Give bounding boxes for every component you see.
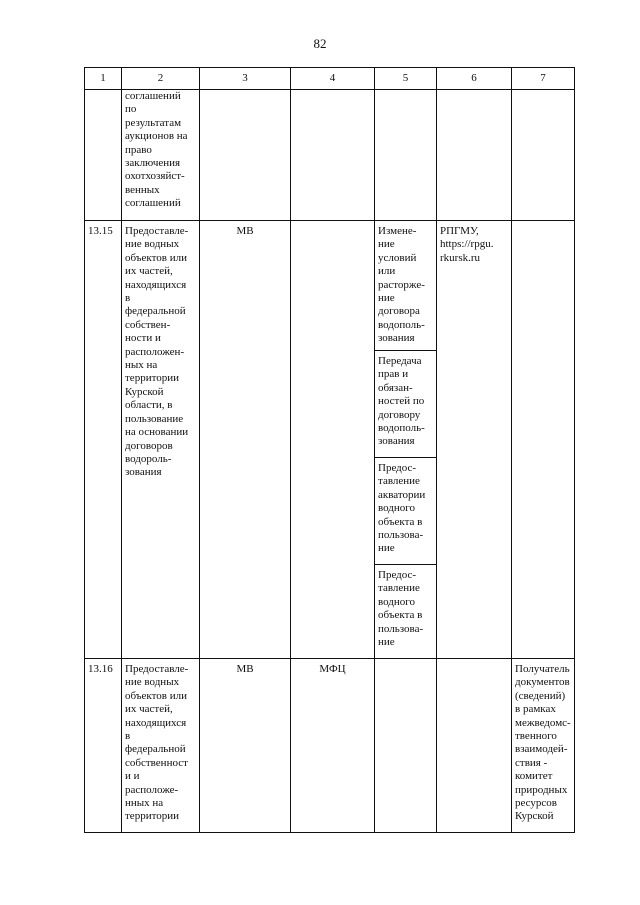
registry-table	[84, 67, 575, 833]
row-13-15-col3: МВ	[200, 221, 291, 659]
continuation-service-cell: соглашений по результатам аукционов на право заключения охотхозяйст- венных соглашений	[122, 90, 200, 221]
header-cell-6: 6	[437, 68, 512, 90]
row-13-15	[85, 221, 575, 351]
row-13-15-number: 13.15	[85, 221, 122, 659]
row-13-15-subservice-2: Передача прав и обязан- ностей по договору водополь- зования	[375, 351, 437, 458]
row-13-16-recipient: Получатель документов (сведений) в рамках межведомс- твенного взаимодей- ствия - комитет природных ресурсов Курской	[512, 659, 575, 833]
row-13-15-subservice-1: Измене- ние условий или расторже- ние договора водополь- зования	[375, 221, 437, 351]
continuation-row	[85, 90, 575, 221]
continuation-col7-cell	[512, 90, 575, 221]
row-13-15-subservice-3: Предос- тавление акватории водного объекта в пользова- ние	[375, 458, 437, 565]
continuation-col4-cell	[291, 90, 375, 221]
row-13-16-number: 13.16	[85, 659, 122, 833]
row-13-15-col7	[512, 221, 575, 659]
header-cell-1: 1	[85, 68, 122, 90]
continuation-col3-cell	[200, 90, 291, 221]
header-cell-7: 7	[512, 68, 575, 90]
row-13-15-service: Предоставле- ние водных объектов или их частей, находящихся в федеральной собствен- ности и расположен- ных на территории Курской области, в пользование на основании договоров водopоль- зования	[122, 221, 200, 659]
continuation-col5-cell	[375, 90, 437, 221]
header-cell-4: 4	[291, 68, 375, 90]
continuation-num-cell	[85, 90, 122, 221]
continuation-col6-cell	[437, 90, 512, 221]
header-cell-3: 3	[200, 68, 291, 90]
row-13-16-col6	[437, 659, 512, 833]
row-13-16	[85, 659, 575, 833]
row-13-15-portal: РПГМУ, https://rpgu. rkursk.ru	[437, 221, 512, 659]
header-row	[85, 68, 575, 90]
row-13-16-service: Предоставле- ние водных объектов или их частей, находящихся в федеральной собственност и и расположе- нных на территории	[122, 659, 200, 833]
header-cell-5: 5	[375, 68, 437, 90]
row-13-15-subservice-4: Предос- тавление водного объекта в пользова- ние	[375, 565, 437, 659]
row-13-16-col5	[375, 659, 437, 833]
page-number: 82	[313, 36, 327, 51]
header-cell-2: 2	[122, 68, 200, 90]
row-13-16-col3: МВ	[200, 659, 291, 833]
row-13-16-col4: МФЦ	[291, 659, 375, 833]
row-13-15-col4	[291, 221, 375, 659]
